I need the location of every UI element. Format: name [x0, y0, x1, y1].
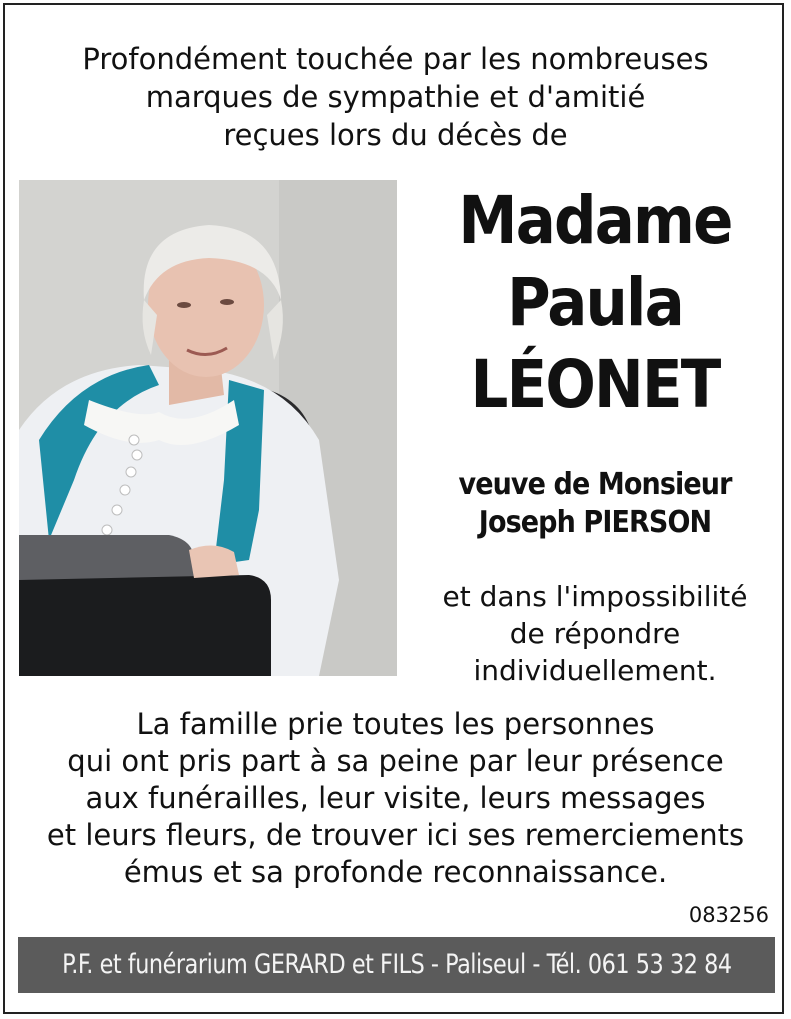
- intro-text: [0, 40, 791, 154]
- widow-line: Joseph PIERSON: [478, 505, 712, 540]
- name-title: Madame: [458, 182, 732, 259]
- family-line: qui ont pris part à sa peine par leur présence: [67, 744, 724, 778]
- reference-number: 083256: [688, 903, 769, 927]
- impossibility-line: de répondre: [509, 617, 681, 650]
- intro-line: Profondément touchée par les nombreuses: [82, 42, 709, 76]
- family-line: et leurs fleurs, de trouver ici ses remerciements: [46, 818, 745, 852]
- impossibility-line: individuellement.: [473, 654, 717, 687]
- family-line: émus et sa profonde reconnaissance.: [123, 855, 668, 889]
- deceased-name: [429, 180, 762, 426]
- impossibility-text: [410, 578, 780, 689]
- family-line: aux funérailles, leur visite, leurs messages: [85, 781, 706, 815]
- portrait-photo: [19, 180, 397, 676]
- name-last: LÉONET: [470, 346, 720, 423]
- family-line: La famille prie toutes les personnes: [136, 707, 655, 741]
- widow-of: [429, 466, 762, 542]
- name-first: Paula: [507, 264, 683, 341]
- intro-line: marques de sympathie et d'amitié: [145, 80, 646, 114]
- intro-line: reçues lors du décès de: [223, 118, 568, 152]
- funeral-home-text: P.F. et funérarium GERARD et FILS - Paliseul - Tél. 061 53 32 84: [61, 949, 732, 980]
- impossibility-line: et dans l'impossibilité: [442, 580, 748, 613]
- family-message: [0, 706, 791, 891]
- funeral-home-banner: [18, 937, 775, 993]
- widow-line: veuve de Monsieur: [458, 467, 732, 502]
